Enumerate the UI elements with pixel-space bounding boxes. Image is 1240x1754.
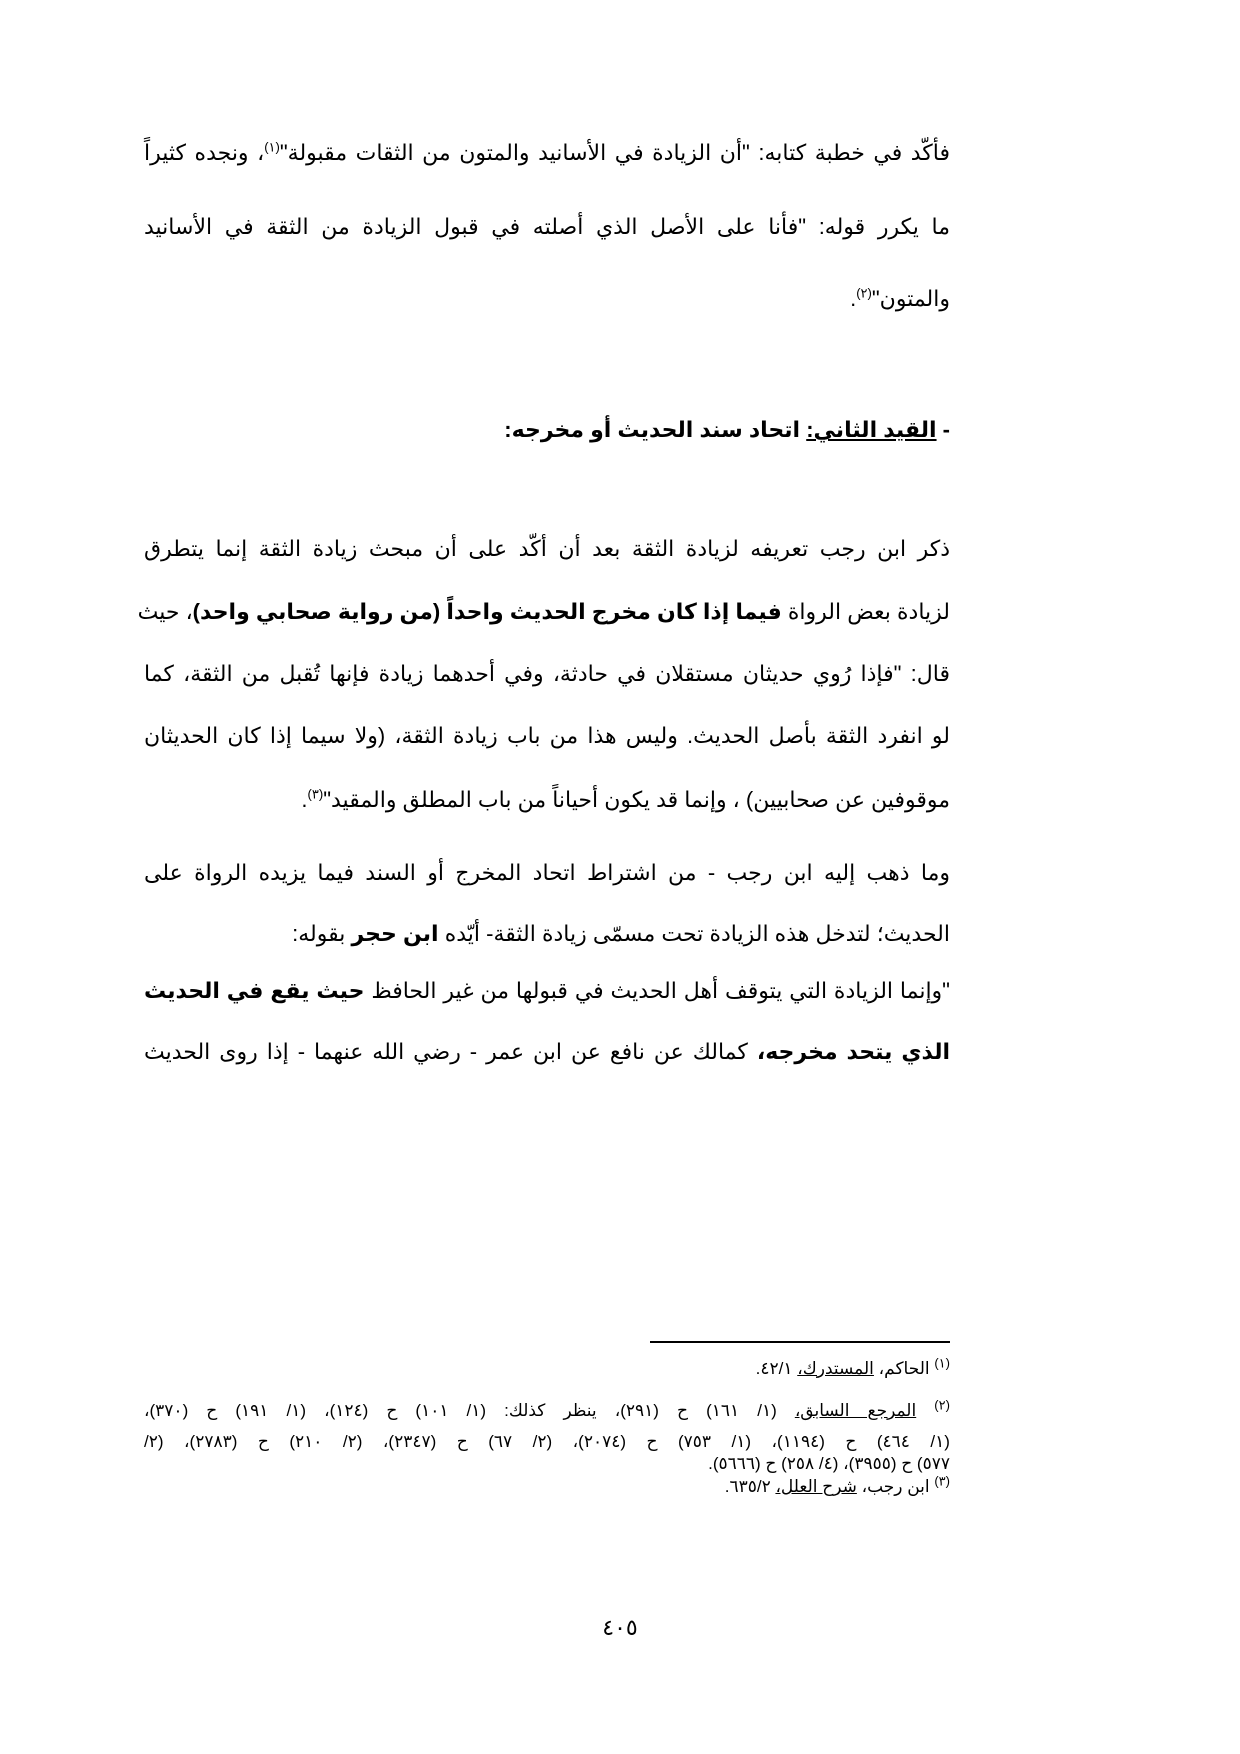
paragraph-1-line-2: ما يكرر قوله: "فأنا على الأصل الذي أصلته في قبول الزيادة من الثقة في الأسانيد bbox=[144, 214, 950, 239]
footnote-ref-2[interactable]: (٢) bbox=[856, 285, 872, 301]
paragraph-2-line-4: لو انفرد الثقة بأصل الحديث. وليس هذا من باب زيادة الثقة، (ولا سيما إذا كان الحديثان bbox=[144, 723, 950, 748]
paragraph-3-line-2: الحديث؛ لتدخل هذه الزيادة تحت مسمّى زيادة الثقة- أيّده ابن حجر بقوله: bbox=[292, 921, 950, 946]
footnote-2-line-3: ٥٧٧) ح (٣٩٥٥)، (٤/ ٢٥٨) ح (٥٦٦٦). bbox=[708, 1454, 950, 1473]
footnote-3: $^{(٣)}$ ابن رجب، شرح العلل، ٦٣٥/٢. bbox=[724, 1473, 950, 1496]
paragraph-2-line-3: قال: "فإذا رُوي حديثان مستقلان في حادثة، وفي أحدهما زيادة فإنها تُقبل من الثقة، كما bbox=[144, 661, 950, 686]
paragraph-2-line-1: ذكر ابن رجب تعريفه لزيادة الثقة بعد أن أكّد على أن مبحث زيادة الثقة إنما يتطرق bbox=[144, 536, 950, 561]
footnote-ref-3[interactable]: (٣) bbox=[307, 786, 324, 802]
quote-line-2: الذي يتحد مخرجه، كمالك عن نافع عن ابن عمر - رضي الله عنهما - إذا روى الحديث bbox=[144, 1039, 951, 1064]
footnote-ref-1[interactable]: (١) bbox=[264, 139, 280, 155]
footnote-1: $^{(١)}$ الحاكم، المستدرك، ٤٢/١. bbox=[755, 1355, 950, 1378]
footnote-2-line-2: (١/ ٤٦٤) ح (١١٩٤)، (١/ ٧٥٣) ح (٢٠٧٤)، (٢/ ٦٧) ح (٢٣٤٧)، (٢/ ٢١٠) ح (٢٧٨٣)، (٢/ bbox=[144, 1432, 950, 1451]
paragraph-2-line-2: لزيادة بعض الرواة فيما إذا كان مخرج الحديث واحداً (من رواية صحابي واحد)، حيث bbox=[137, 599, 950, 624]
paragraph-2-line-5: موقوفين عن صحابيين) ، وإنما قد يكون أحياناً من باب المطلق والمقيد"$^{(٣)}$. bbox=[301, 786, 950, 812]
footnote-separator bbox=[650, 1341, 950, 1343]
quote-line-1: "وإنما الزيادة التي يتوقف أهل الحديث في قبولها من غير الحافظ حيث يقع في الحديث bbox=[144, 978, 950, 1003]
paragraph-3-line-1: وما ذهب إليه ابن رجب - من اشتراط اتحاد المخرج أو السند فيما يزيده الرواة على bbox=[144, 860, 950, 885]
page-number: ٤٠٥ bbox=[602, 1615, 638, 1640]
section-heading: - القيد الثاني: اتحاد سند الحديث أو مخرجه: bbox=[504, 417, 950, 442]
paragraph-1-line-3: والمتون"$^{(٢)}$. bbox=[850, 285, 950, 311]
footnote-2-line-1: $^{(٢)}$ المرجع السابق، (١/ ١٦١) ح (٢٩١)، ينظر كذلك: (١/ ١٠١) ح (١٢٤)، (١/ ١٩١) ح (٣٧٠)، bbox=[144, 1397, 950, 1420]
paragraph-1-line-1: فأكّد في خطبة كتابه: "أن الزيادة في الأسانيد والمتون من الثقات مقبولة"$^{(١)}$، ونجده كثيراً bbox=[144, 139, 950, 165]
